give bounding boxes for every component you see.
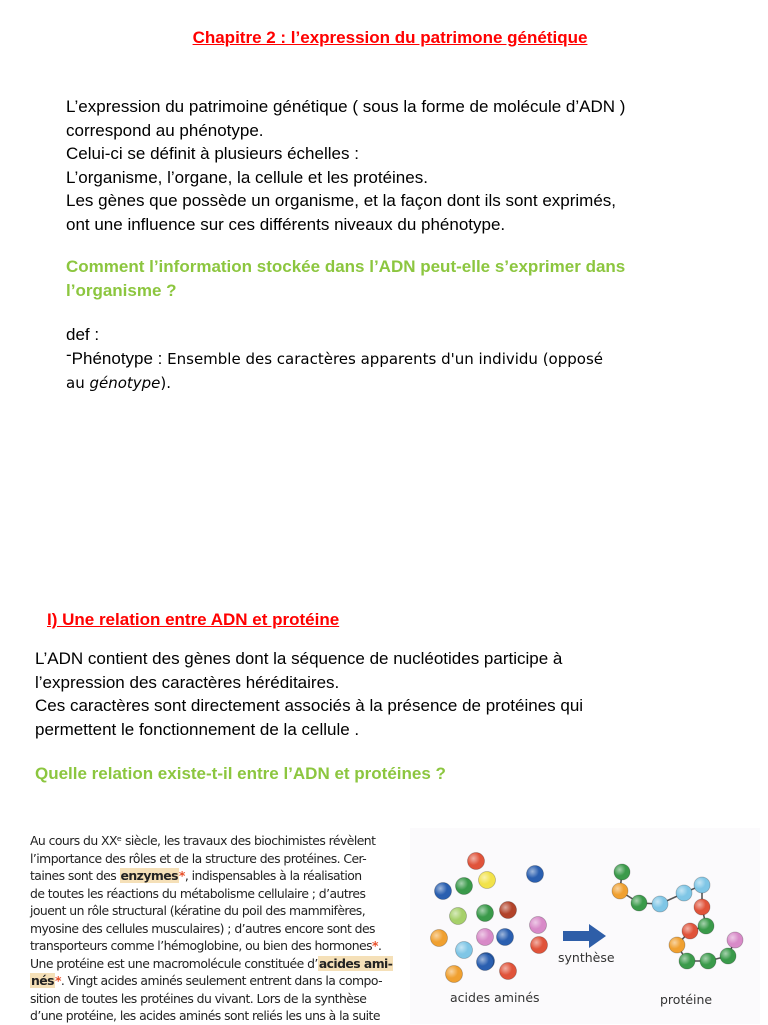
section-1-line: permettent le fonctionnement de la cellule . [35,719,360,739]
excerpt-line: jouent un rôle structural (kératine du poil des mammifères, [30,903,366,918]
intro-paragraph [66,95,625,236]
bead-highlight [435,883,452,900]
bead-highlight [530,917,547,934]
bead-highlight [652,896,668,912]
bead-highlight [612,883,628,899]
question-1-line: l’organisme ? [66,281,177,300]
excerpt-text: . [377,938,382,953]
intro-line: L’expression du patrimoine génétique ( sous la forme de molécule d’ADN ) [66,97,626,116]
bullet-dash: - [66,345,72,364]
section-1-line: L’ADN contient des gènes dont la séquence de nucléotides participe à [35,649,563,668]
bead-highlight [497,929,514,946]
excerpt-line [30,955,398,973]
bead-highlight [669,937,685,953]
section-1-line: Ces caractères sont directement associés à la présence de protéines qui [35,696,584,715]
bead-highlight [682,923,698,939]
bead-highlight [500,963,517,980]
bead-highlight [477,905,494,922]
definition-label: def : [66,325,100,344]
bead-highlight [694,899,710,915]
glossary-star: * [54,973,61,988]
bead-highlight [679,953,695,969]
bead-highlight [456,942,473,959]
bead-highlight [700,953,716,969]
term-acides-amines-end: nés [31,973,54,988]
intro-line: Celui-ci se définit à plusieurs échelles : [66,144,359,163]
bead-highlight [468,853,485,870]
question-1-line: Comment l’information stockée dans l’ADN peut-elle s’exprimer dans [66,257,626,276]
glossary-star: * [372,938,378,953]
excerpt-line: l’importance des rôles et de la structure des protéines. Cer- [30,850,367,866]
bead-highlight [477,929,494,946]
intro-line: ont une influence sur ces différents niveaux du phénotype. [66,214,506,234]
excerpt-line: d’une protéine, les acides aminés sont reliés les uns à la suite [30,1008,380,1023]
bead-highlight [500,902,517,919]
excerpt-line: myosine des cellules musculaires) ; d’autres encore sont des [30,920,375,936]
definition-description-cont [66,371,686,395]
excerpt-text: taines sont des [30,868,120,883]
bead-highlight [676,885,692,901]
definition-desc2-suffix: ). [160,374,172,392]
excerpt-line [30,867,398,885]
chapter-title: Chapitre 2 : l’expression du patrimone génétique [192,28,588,47]
bead-highlight [614,864,630,880]
section-1-heading: I) Une relation entre ADN et protéine [47,610,340,629]
synthesis-label: synthèse [558,950,615,965]
excerpt-line: de toutes les réactions du métabolisme cellulaire ; d’autres [30,885,366,901]
bead-highlight [698,918,714,934]
bead-highlight [527,866,544,883]
excerpt-text: transporteurs comme l’hémoglobine, ou bien des hormones [30,938,372,953]
question-1 [66,255,625,303]
glossary-star: * [178,868,185,883]
excerpt-text: Une protéine est une macromolécule constituée d’ [30,955,318,971]
bead-highlight [431,930,448,947]
section-1-line: l’expression des caractères héréditaires. [35,672,340,692]
term-enzymes: enzymes [120,868,178,883]
amino-acids-label: acides aminés [450,990,540,1005]
bead-highlight [727,932,743,948]
question-2: Quelle relation existe-t-il entre l’ADN et protéines ? [35,764,446,783]
textbook-excerpt [30,832,398,1025]
bead-highlight [531,937,548,954]
intro-line: correspond au phénotype. [66,120,264,140]
bead-highlight [446,966,463,983]
bead-highlight [694,877,710,893]
excerpt-line [30,937,398,955]
excerpt-line: Au cours du XXᵉ siècle, les travaux des biochimistes révèlent [30,833,376,848]
excerpt-text: , indispensables à la réalisation [184,868,362,883]
section-1-paragraph [35,647,583,741]
bead-highlight [450,908,467,925]
term-acides-amines: acides ami- [318,955,393,971]
arrow-shaft [563,931,589,941]
bead-highlight [456,878,473,895]
bead-highlight [720,948,736,964]
protein-label: protéine [660,992,713,1007]
definition-genotype-link: génotype [89,374,161,392]
intro-line: Les gènes que possède un organisme, et la façon dont ils sont exprimés, [66,191,617,210]
bead-highlight [479,872,496,889]
excerpt-line [30,972,398,990]
bead-highlight [477,954,494,971]
protein-synthesis-diagram [410,828,760,1024]
definition-desc2-prefix: au [66,374,90,392]
excerpt-line: sition de toutes les protéines du vivant. Lors de la synthèse [30,990,367,1006]
bead-highlight [631,895,647,911]
intro-line: L’organisme, l’organe, la cellule et les protéines. [66,167,428,187]
definition-term: Phénotype : [71,349,168,368]
definition-description: Ensemble des caractères apparents d'un individu (opposé [167,350,603,368]
definition-block [66,323,686,395]
definition-entry [66,347,686,371]
excerpt-text: . Vingt acides aminés seulement entrent dans la compo- [60,973,382,988]
